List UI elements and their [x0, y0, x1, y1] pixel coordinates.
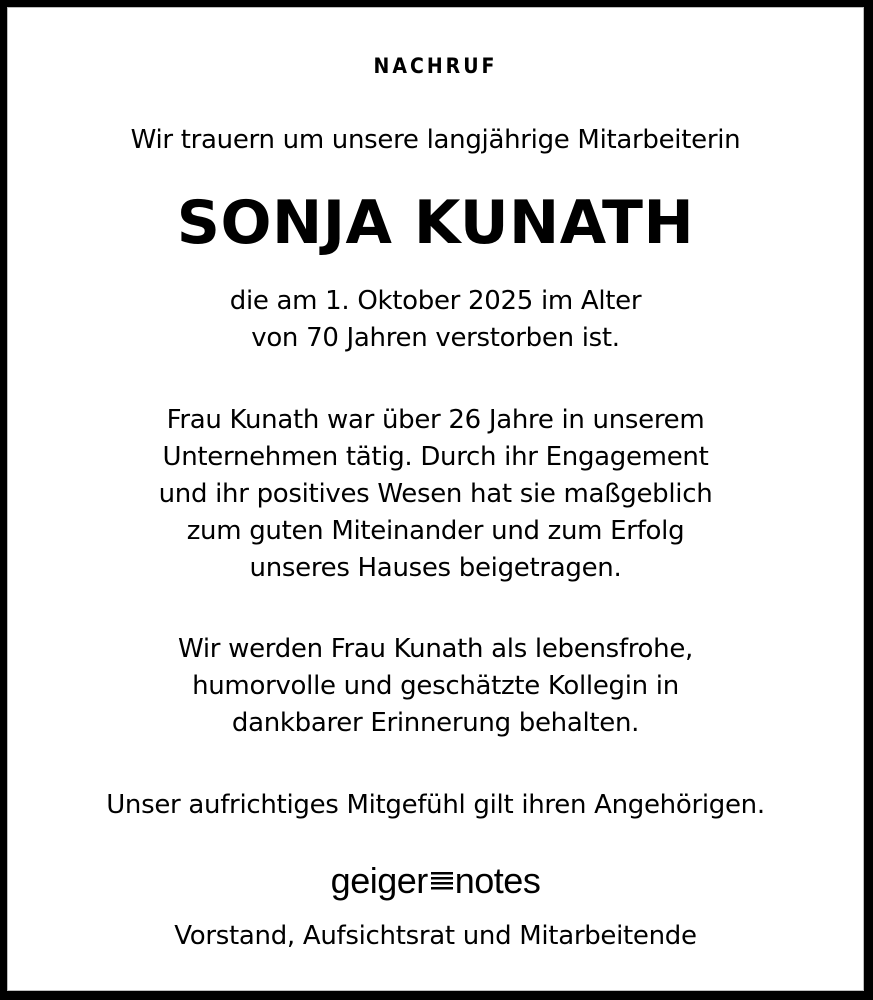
logo-text-left: geiger: [330, 860, 428, 901]
tribute-line-3: und ihr positives Wesen hat sie maßgeblich: [158, 479, 713, 509]
logo-text-right: notes: [454, 860, 541, 901]
signature-text: Vorstand, Aufsichtsrat und Mitarbeitende: [174, 921, 697, 951]
deceased-name: SONJA KUNATH: [176, 188, 695, 258]
memory-line-1: Wir werden Frau Kunath als lebensfrohe,: [178, 634, 693, 664]
tribute-line-2: Unternehmen tätig. Durch ihr Engagement: [162, 442, 709, 472]
death-line-1: die am 1. Oktober 2025 im Alter: [229, 286, 642, 316]
death-line-2: von 70 Jahren verstorben ist.: [251, 323, 620, 353]
obituary-notice: [7, 7, 864, 991]
tribute-line-5: unseres Hauses beigetragen.: [249, 553, 622, 583]
company-logo: [7, 859, 864, 903]
tribute-line-1: Frau Kunath war über 26 Jahre in unserem: [166, 405, 705, 435]
condolence-text: Unser aufrichtiges Mitgefühl gilt ihren Angehörigen.: [106, 790, 765, 820]
stacked-bars-icon: [431, 872, 453, 890]
memory-line-2: humorvolle und geschätzte Kollegin in: [192, 671, 679, 701]
notice-kicker: NACHRUF: [373, 54, 498, 78]
intro-text: Wir trauern um unsere langjährige Mitarbeiterin: [130, 125, 741, 155]
memory-line-3: dankbarer Erinnerung behalten.: [231, 708, 640, 738]
tribute-line-4: zum guten Miteinander und zum Erfolg: [186, 516, 685, 546]
